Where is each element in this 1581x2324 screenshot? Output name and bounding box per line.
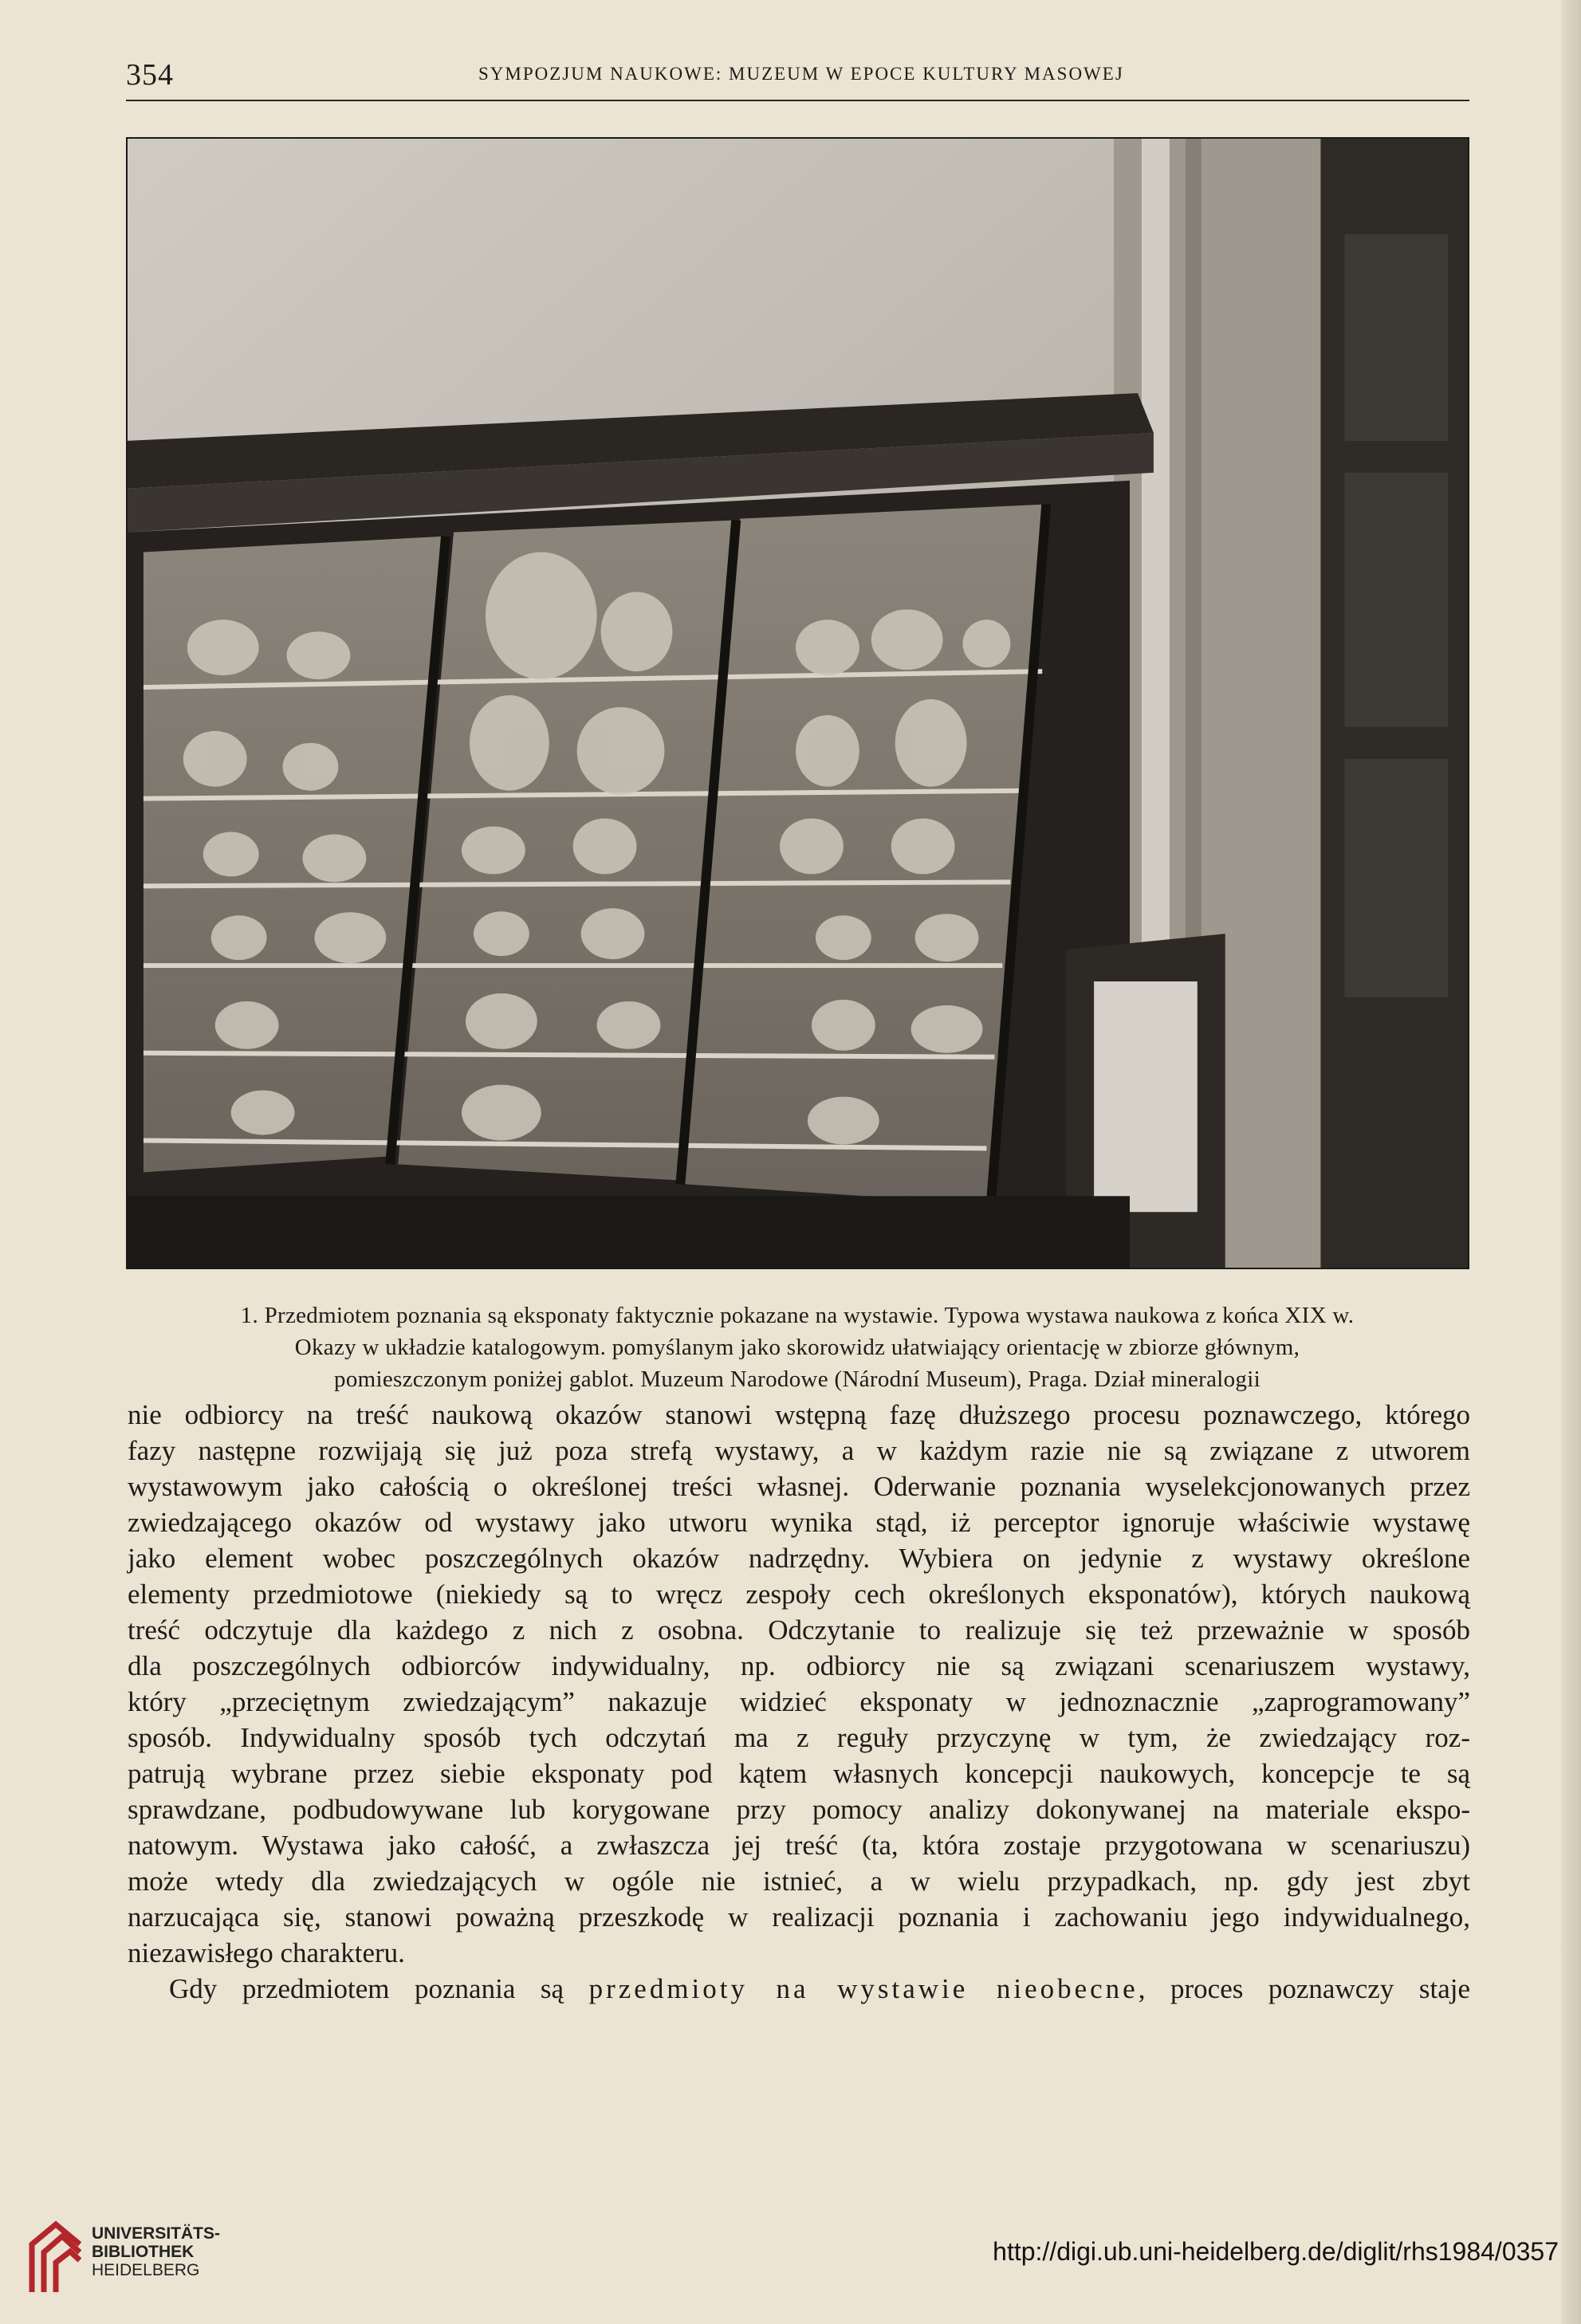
source-url-link[interactable]: http://digi.ub.uni-heidelberg.de/diglit/rhs1984/0357 (993, 2237, 1559, 2266)
text-line: który „przeciętnym zwiedzającym” nakazuje widzieć eksponaty w jednoznacznie „zaprogramowany” (128, 1686, 1470, 1717)
library-logo-icon (24, 2216, 88, 2296)
running-title: SYMPOZJUM NAUKOWE: MUZEUM W EPOCE KULTURY MASOWEJ (478, 64, 1124, 84)
library-name-line: UNIVERSITÄTS- (92, 2224, 221, 2243)
caption-line: Okazy w układzie katalogowym. pomyślanym jako skorowidz ułatwiający orientację w zbiorze głównym, (294, 1335, 1300, 1360)
scan-edge (1561, 0, 1581, 2324)
library-name-line: HEIDELBERG (92, 2261, 200, 2279)
text-line: elementy przedmiotowe (niekiedy są to wręcz zespoły cech określonych eksponatów), których naukową (128, 1579, 1470, 1610)
text-line: sprawdzane, podbudowywane lub korygowane przy pomocy analizy dokonywanej na materiale ekspo- (128, 1794, 1470, 1825)
page-number: 354 (126, 58, 174, 92)
text-line: zwiedzającego okazów od wystawy jako utworu wynika stąd, iż perceptor ignoruje właściwie wystawę (128, 1507, 1470, 1538)
paragraph-start-line (128, 1971, 1470, 2007)
text-line: niezawisłego charakteru. (128, 1937, 405, 1968)
figure-photo (126, 137, 1469, 1269)
text-line: dla poszczególnych odbiorców indywidualny, np. odbiorcy nie są związani scenariuszem wystawy, (128, 1650, 1470, 1681)
text-line: nie odbiorcy na treść naukową okazów stanowi wstępną fazę dłuższego procesu poznawczego, którego (128, 1399, 1470, 1430)
text-line: narzucająca się, stanowi poważną przeszkodę w realizacji poznania i zachowaniu jego indywidualnego, (128, 1901, 1470, 1933)
text-segment: Gdy przedmiotem poznania są (169, 1973, 589, 2004)
caption-line: 1. Przedmiotem poznania są eksponaty faktycznie pokazane na wystawie. Typowa wystawa naukowa z końca XIX w. (240, 1303, 1355, 1328)
library-name-line: BIBLIOTHEK (92, 2243, 195, 2261)
text-line: natowym. Wystawa jako całość, a zwłaszcza jej treść (ta, która zostaje przygotowana w scenariuszu) (128, 1830, 1470, 1861)
text-line: jako element wobec poszczególnych okazów nadrzędny. Wybiera on jedynie z wystawy określone (128, 1543, 1470, 1574)
text-line: treść odczytuje dla każdego z nich z osobna. Odczytanie to realizuje się też przeważnie w sposób (128, 1614, 1470, 1646)
figure-caption (136, 1300, 1459, 1395)
text-segment: , proces poznawczy staje (1138, 1973, 1470, 2004)
text-line: patrują wybrane przez siebie eksponaty pod kątem własnych koncepcji naukowych, koncepcje te są (128, 1758, 1470, 1789)
text-line: sposób. Indywidualny sposób tych odczytań ma z reguły przyczynę w tym, że zwiedzający roz- (128, 1722, 1470, 1753)
mineral-display-case-photo (128, 139, 1468, 1268)
library-name (92, 2224, 220, 2279)
emphasized-phrase: przedmioty na wystawie nieobecne (588, 1973, 1139, 2004)
text-line: wystawowym jako całością o określonej treści własnej. Oderwanie poznania wyselekcjonowanych przez (128, 1471, 1470, 1502)
header-rule (126, 100, 1469, 101)
caption-line: pomieszczonym poniżej gablot. Muzeum Narodowe (Národní Museum), Praga. Dział mineralogii (334, 1366, 1260, 1392)
body-text (128, 1397, 1470, 2007)
text-line: fazy następne rozwijają się już poza strefą wystawy, a w każdym razie nie są związane z utworem (128, 1435, 1470, 1466)
text-line: może wtedy dla zwiedzających w ogóle nie istnieć, a w wielu przypadkach, np. gdy jest zbyt (128, 1866, 1470, 1897)
